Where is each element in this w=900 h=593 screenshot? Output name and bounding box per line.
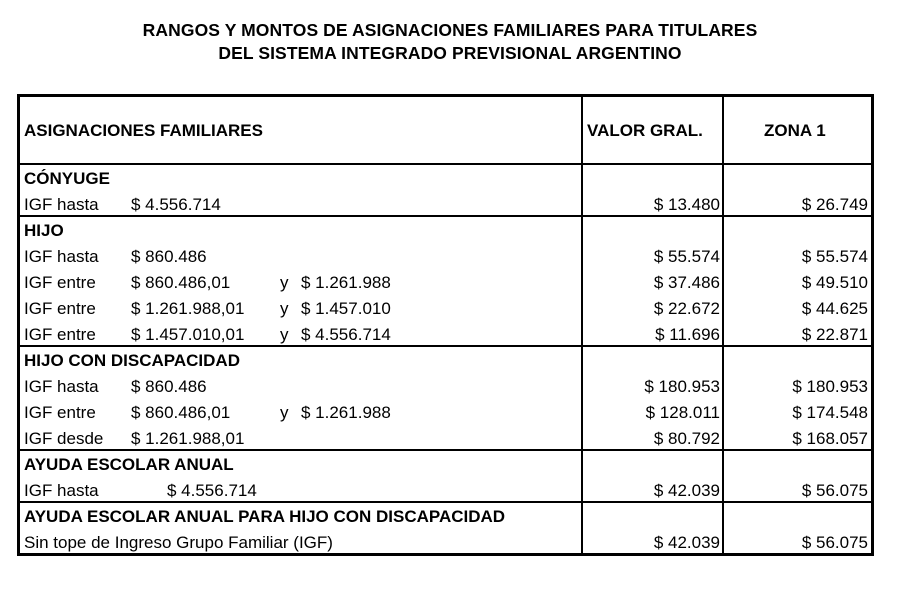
column-divider (722, 97, 724, 553)
row-zona-1: $ 44.625 (801, 299, 868, 318)
row-valor-gral: $ 55.574 (653, 247, 720, 266)
row-zona-1: $ 26.749 (801, 195, 868, 214)
section-hijo: HIJO (24, 221, 64, 240)
row-amount-a: $ 1.261.988,01 (131, 299, 245, 318)
row-amount-a: $ 1.457.010,01 (131, 325, 245, 344)
row-valor-gral: $ 42.039 (653, 533, 720, 552)
row-valor-gral: $ 22.672 (653, 299, 720, 318)
header-asignaciones: ASIGNACIONES FAMILIARES (24, 121, 263, 140)
row-zona-1: $ 56.075 (801, 481, 868, 500)
row-label: IGF hasta (24, 377, 99, 396)
row-amount-a: $ 860.486,01 (131, 403, 231, 422)
row-connector: y (280, 403, 289, 422)
row-connector: y (280, 273, 289, 292)
row-label: IGF entre (24, 325, 96, 344)
row-divider (20, 345, 871, 347)
row-label: IGF desde (24, 429, 104, 448)
row-valor-gral: $ 180.953 (644, 377, 720, 396)
row-zona-1: $ 55.574 (801, 247, 868, 266)
row-valor-gral: $ 11.696 (655, 325, 720, 344)
row-zona-1: $ 174.548 (792, 403, 868, 422)
row-amount-a: $ 1.261.988,01 (131, 429, 245, 448)
document-title-line-1: RANGOS Y MONTOS DE ASIGNACIONES FAMILIARES PARA TITULARES (142, 20, 758, 40)
row-zona-1: $ 49.510 (801, 273, 868, 292)
row-connector: y (280, 325, 289, 344)
row-label: IGF hasta (24, 247, 99, 266)
section-hijo-con-discapacidad: HIJO CON DISCAPACIDAD (24, 351, 240, 370)
row-label: IGF hasta (24, 195, 99, 214)
row-label: IGF hasta (24, 481, 99, 500)
row-valor-gral: $ 13.480 (653, 195, 720, 214)
section-ayuda-escolar-discapacidad: AYUDA ESCOLAR ANUAL PARA HIJO CON DISCAPACIDAD (24, 507, 506, 526)
section-ayuda-escolar-anual: AYUDA ESCOLAR ANUAL (24, 455, 234, 474)
header-valor-gral: VALOR GRAL. (587, 121, 703, 140)
row-amount-c: $ 1.261.988 (301, 273, 391, 292)
row-zona-1: $ 22.871 (801, 325, 868, 344)
document-title-line-2: DEL SISTEMA INTEGRADO PREVISIONAL ARGENTINO (218, 43, 682, 63)
row-zona-1: $ 168.057 (792, 429, 868, 448)
row-divider (20, 449, 871, 451)
allowances-table (17, 94, 874, 556)
section-conyuge: CÓNYUGE (24, 169, 110, 188)
row-amount-a: $ 4.556.714 (167, 481, 257, 500)
row-label: IGF entre (24, 273, 96, 292)
row-amount-a: $ 860.486 (131, 247, 207, 266)
row-zona-1: $ 180.953 (792, 377, 868, 396)
row-divider (20, 501, 871, 503)
row-divider (20, 163, 871, 165)
row-amount-a: $ 860.486 (131, 377, 207, 396)
row-amount-a: $ 4.556.714 (131, 195, 221, 214)
column-divider (581, 97, 583, 553)
row-amount-c: $ 4.556.714 (301, 325, 391, 344)
row-valor-gral: $ 42.039 (653, 481, 720, 500)
row-valor-gral: $ 80.792 (653, 429, 720, 448)
row-amount-c: $ 1.457.010 (301, 299, 391, 318)
row-label: IGF entre (24, 299, 96, 318)
row-amount-c: $ 1.261.988 (301, 403, 391, 422)
row-divider (20, 215, 871, 217)
row-valor-gral: $ 37.486 (653, 273, 720, 292)
row-valor-gral: $ 128.011 (645, 403, 720, 422)
row-zona-1: $ 56.075 (801, 533, 868, 552)
row-label: Sin tope de Ingreso Grupo Familiar (IGF) (24, 533, 333, 552)
row-connector: y (280, 299, 289, 318)
row-amount-a: $ 860.486,01 (131, 273, 231, 292)
header-zona-1: ZONA 1 (764, 121, 826, 140)
row-label: IGF entre (24, 403, 96, 422)
